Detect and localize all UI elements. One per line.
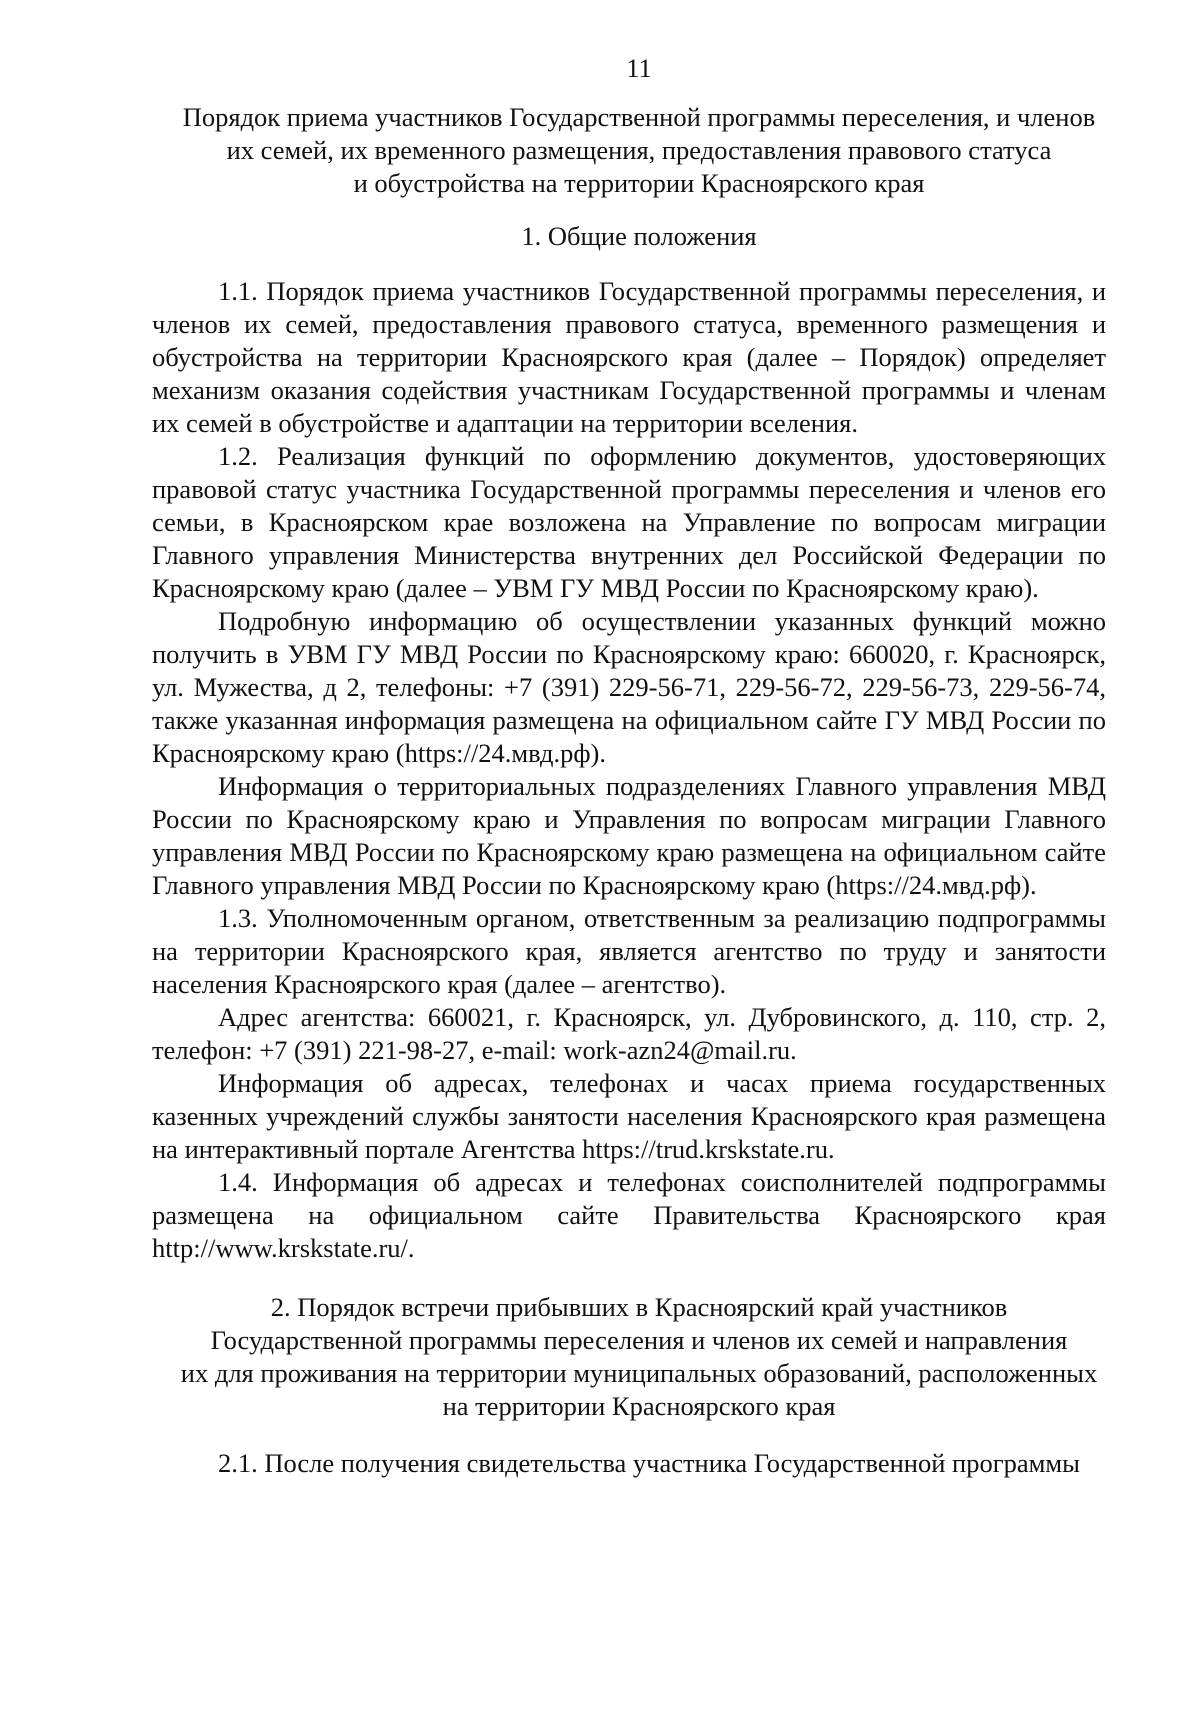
paragraph-employment-centers: Информация об адресах, телефонах и часах приема государственных казенных учреждений службы занятости населения Красноярского края размещена на интерактивный портале Агентства https://trud.krskstate.ru. bbox=[152, 1068, 1106, 1164]
title-line: Порядок приема участников Государственной программы переселения, и членов bbox=[182, 102, 1096, 132]
section-2-heading-line: их для проживания на территории муниципальных образований, расположенных bbox=[180, 1358, 1098, 1388]
paragraph-1-1: 1.1. Порядок приема участников Государственной программы переселения, и членов их семей, предоставления правового статуса, временного размещения и обустройства на территории Красноярского края (далее – Порядок) определяет механизм оказания содействия участникам Государственной программы и членам их семей в обустройстве и адаптации на территории вселения. bbox=[152, 276, 1106, 438]
paragraph-agency-address: Адрес агентства: 660021, г. Красноярск, ул. Дубровинского, д. 110, стр. 2, телефон: +7 (391) 221-98-27, e-mail: work-azn24@mail.ru. bbox=[152, 1002, 1106, 1065]
paragraph-1-4: 1.4. Информация об адресах и телефонах соисполнителей подпрограммы размещена на официальном сайте Правительства Красноярского края http://www.krskstate.ru/. bbox=[152, 1167, 1106, 1263]
section-2-heading-line: 2. Порядок встречи прибывших в Красноярский край участников bbox=[270, 1292, 1008, 1322]
section-1-heading: 1. Общие положения bbox=[521, 221, 757, 251]
document-title bbox=[152, 101, 1106, 200]
paragraph-territorial-units: Информация о территориальных подразделениях Главного управления МВД России по Красноярскому краю и Управления по вопросам миграции Главного управления МВД России по Красноярскому краю размещена на официальном сайте Главного управления МВД России по Красноярскому краю (https://24.мвд.рф). bbox=[152, 771, 1106, 900]
paragraph-mvd-contacts: Подробную информацию об осуществлении указанных функций можно получить в УВМ ГУ МВД России по Красноярскому краю: 660020, г. Красноярск, ул. Мужества, д 2, телефоны: +7 (391) 229-56-71, 229-56-72, 229-56-73, 229-56-74, также указанная информация размещена на официальном сайте ГУ МВД России по Красноярскому краю (https://24.мвд.рф). bbox=[152, 606, 1106, 768]
paragraph-1-2: 1.2. Реализация функций по оформлению документов, удостоверяющих правовой статус участника Государственной программы переселения и членов его семьи, в Красноярском крае возложена на Управление по вопросам миграции Главного управления Министерства внутренних дел Российской Федерации по Красноярскому краю (далее – УВМ ГУ МВД России по Красноярскому краю). bbox=[152, 441, 1106, 603]
page-number: 11 bbox=[626, 53, 652, 83]
section-2-heading bbox=[152, 1291, 1106, 1423]
section-2-heading-line: на территории Красноярского края bbox=[442, 1391, 836, 1421]
title-line: их семей, их временного размещения, предоставления правового статуса bbox=[226, 135, 1052, 165]
section-2-heading-line: Государственной программы переселения и членов их семей и направления bbox=[210, 1325, 1068, 1355]
title-line: и обустройства на территории Красноярского края bbox=[353, 168, 925, 198]
paragraph-1-3: 1.3. Уполномоченным органом, ответственным за реализацию подпрограммы на территории Красноярского края, является агентство по труду и занятости населения Красноярского края (далее – агентство). bbox=[152, 903, 1106, 999]
paragraph-2-1: 2.1. После получения свидетельства участника Государственной программы bbox=[218, 1448, 1080, 1478]
